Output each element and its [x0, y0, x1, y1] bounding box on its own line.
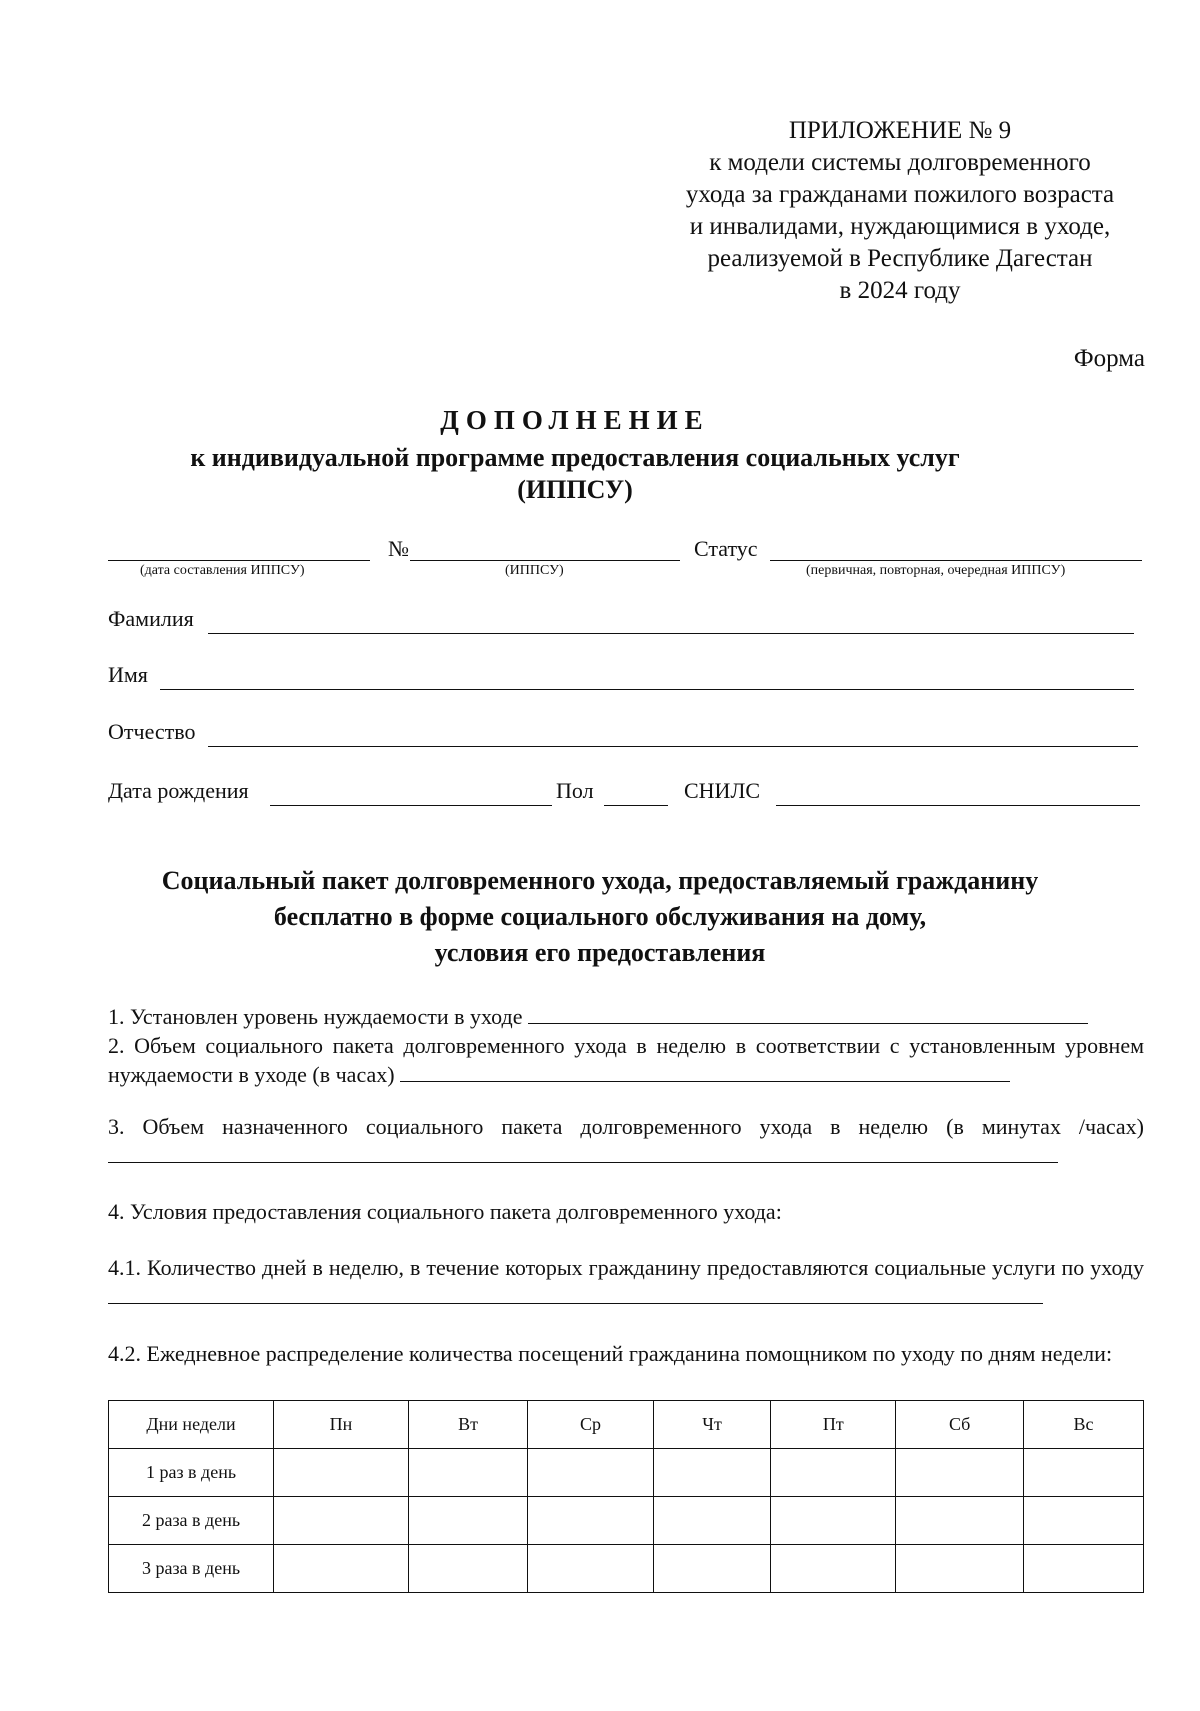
row-label: 2 раза в день: [109, 1497, 274, 1545]
table-cell[interactable]: [528, 1449, 654, 1497]
annex-line: ухода за гражданами пожилого возраста: [685, 181, 1115, 208]
visits-table: [108, 1400, 1144, 1593]
document-title: ДОПОЛНЕНИЕ: [440, 405, 710, 435]
sex-label: Пол: [556, 778, 594, 803]
table-header-row: [109, 1401, 1144, 1449]
table-header-cell: Сб: [896, 1401, 1024, 1449]
item-4-text: 4. Условия предоставления социального пакета долговременного ухода:: [108, 1199, 782, 1224]
surname-field-line[interactable]: [208, 633, 1134, 634]
row-label: 1 раз в день: [109, 1449, 274, 1497]
annex-line: в 2024 году: [839, 277, 961, 304]
table-cell[interactable]: [896, 1545, 1024, 1593]
number-hint: (ИППСУ): [505, 563, 564, 578]
item-4-1-text: 4.1. Количество дней в неделю, в течение которых гражданину предоставляются социальные услуги по уходу: [108, 1255, 1144, 1280]
table-header-cell: Пн: [274, 1401, 409, 1449]
number-label: №: [388, 536, 409, 561]
date-field-line[interactable]: [108, 560, 370, 561]
section-title-line-3: условия его предоставления: [434, 938, 766, 967]
item-2: [108, 1031, 1144, 1089]
document-subtitle: к индивидуальной программе предоставления социальных услуг: [190, 443, 960, 472]
name-field-line[interactable]: [160, 689, 1134, 690]
item-1: [108, 1002, 1144, 1031]
status-label: Статус: [694, 536, 758, 561]
annex-line: к модели системы долговременного: [709, 149, 1091, 176]
table-header-cell: Чт: [653, 1401, 770, 1449]
table-cell[interactable]: [528, 1497, 654, 1545]
surname-label: Фамилия: [108, 606, 194, 631]
table-cell[interactable]: [408, 1545, 527, 1593]
item-4-2: [108, 1339, 1144, 1368]
table-cell[interactable]: [896, 1497, 1024, 1545]
table-header-cell: Ср: [528, 1401, 654, 1449]
snils-field-line[interactable]: [776, 805, 1140, 806]
table-cell[interactable]: [408, 1497, 527, 1545]
status-field-line[interactable]: [770, 560, 1142, 561]
table-cell[interactable]: [528, 1545, 654, 1593]
item-2-field-line[interactable]: [400, 1061, 1010, 1082]
document-subtitle-abbr: (ИППСУ): [517, 475, 633, 504]
table-row: [109, 1449, 1144, 1497]
form-label: Форма: [1073, 345, 1145, 372]
birth-date-field-line[interactable]: [270, 805, 552, 806]
item-3: [108, 1112, 1144, 1170]
section-title-line-1: Социальный пакет долговременного ухода, предоставляемый гражданину: [161, 866, 1039, 895]
table-header-cell: Вт: [408, 1401, 527, 1449]
table-cell[interactable]: [274, 1545, 409, 1593]
row-label: 3 раза в день: [109, 1545, 274, 1593]
snils-label: СНИЛС: [684, 778, 761, 803]
table-cell[interactable]: [408, 1449, 527, 1497]
table-cell[interactable]: [771, 1545, 896, 1593]
item-1-field-line[interactable]: [528, 1003, 1088, 1024]
table-cell[interactable]: [896, 1449, 1024, 1497]
annex-line: ПРИЛОЖЕНИЕ № 9: [788, 117, 1012, 144]
patronymic-field-line[interactable]: [208, 746, 1138, 747]
patronymic-label: Отчество: [108, 719, 196, 744]
date-hint: (дата составления ИППСУ): [140, 563, 305, 578]
table-cell[interactable]: [1024, 1497, 1144, 1545]
annex-line: реализуемой в Республике Дагестан: [707, 245, 1093, 272]
annex-line: и инвалидами, нуждающимися в уходе,: [689, 213, 1111, 240]
sex-field-line[interactable]: [604, 805, 668, 806]
birth-date-label: Дата рождения: [108, 778, 249, 803]
table-cell[interactable]: [653, 1497, 770, 1545]
table-row: [109, 1545, 1144, 1593]
item-4-2-text: 4.2. Ежедневное распределение количества посещений гражданина помощником по уходу по дням недели:: [108, 1341, 1113, 1366]
table-cell[interactable]: [1024, 1545, 1144, 1593]
item-1-text: 1. Установлен уровень нуждаемости в уходе: [108, 1004, 523, 1029]
table-header-cell: Пт: [771, 1401, 896, 1449]
table-cell[interactable]: [274, 1449, 409, 1497]
item-3-text: 3. Объем назначенного социального пакета долговременного ухода в неделю (в минутах /часах): [108, 1114, 1144, 1139]
table-header-cell: Дни недели: [109, 1401, 274, 1449]
item-4-1: [108, 1253, 1144, 1311]
status-hint: (первичная, повторная, очередная ИППСУ): [806, 563, 1066, 578]
annex-header: [620, 115, 1180, 307]
item-2-text: 2. Объем социального пакета долговременного ухода в неделю в соответствии с установленным уровнем нуждаемости в уходе (в часах): [108, 1033, 1144, 1087]
item-4-1-field-line[interactable]: [108, 1283, 1043, 1304]
table-cell[interactable]: [771, 1449, 896, 1497]
item-3-field-line[interactable]: [108, 1142, 1058, 1163]
number-field-line[interactable]: [410, 560, 680, 561]
table-header-cell: Вс: [1024, 1401, 1144, 1449]
item-4: [108, 1197, 1144, 1226]
section-title-line-2: бесплатно в форме социального обслуживания на дому,: [273, 902, 927, 931]
table-cell[interactable]: [653, 1449, 770, 1497]
table-cell[interactable]: [274, 1497, 409, 1545]
table-cell[interactable]: [653, 1545, 770, 1593]
name-label: Имя: [108, 662, 148, 687]
table-cell[interactable]: [771, 1497, 896, 1545]
table-row: [109, 1497, 1144, 1545]
table-cell[interactable]: [1024, 1449, 1144, 1497]
